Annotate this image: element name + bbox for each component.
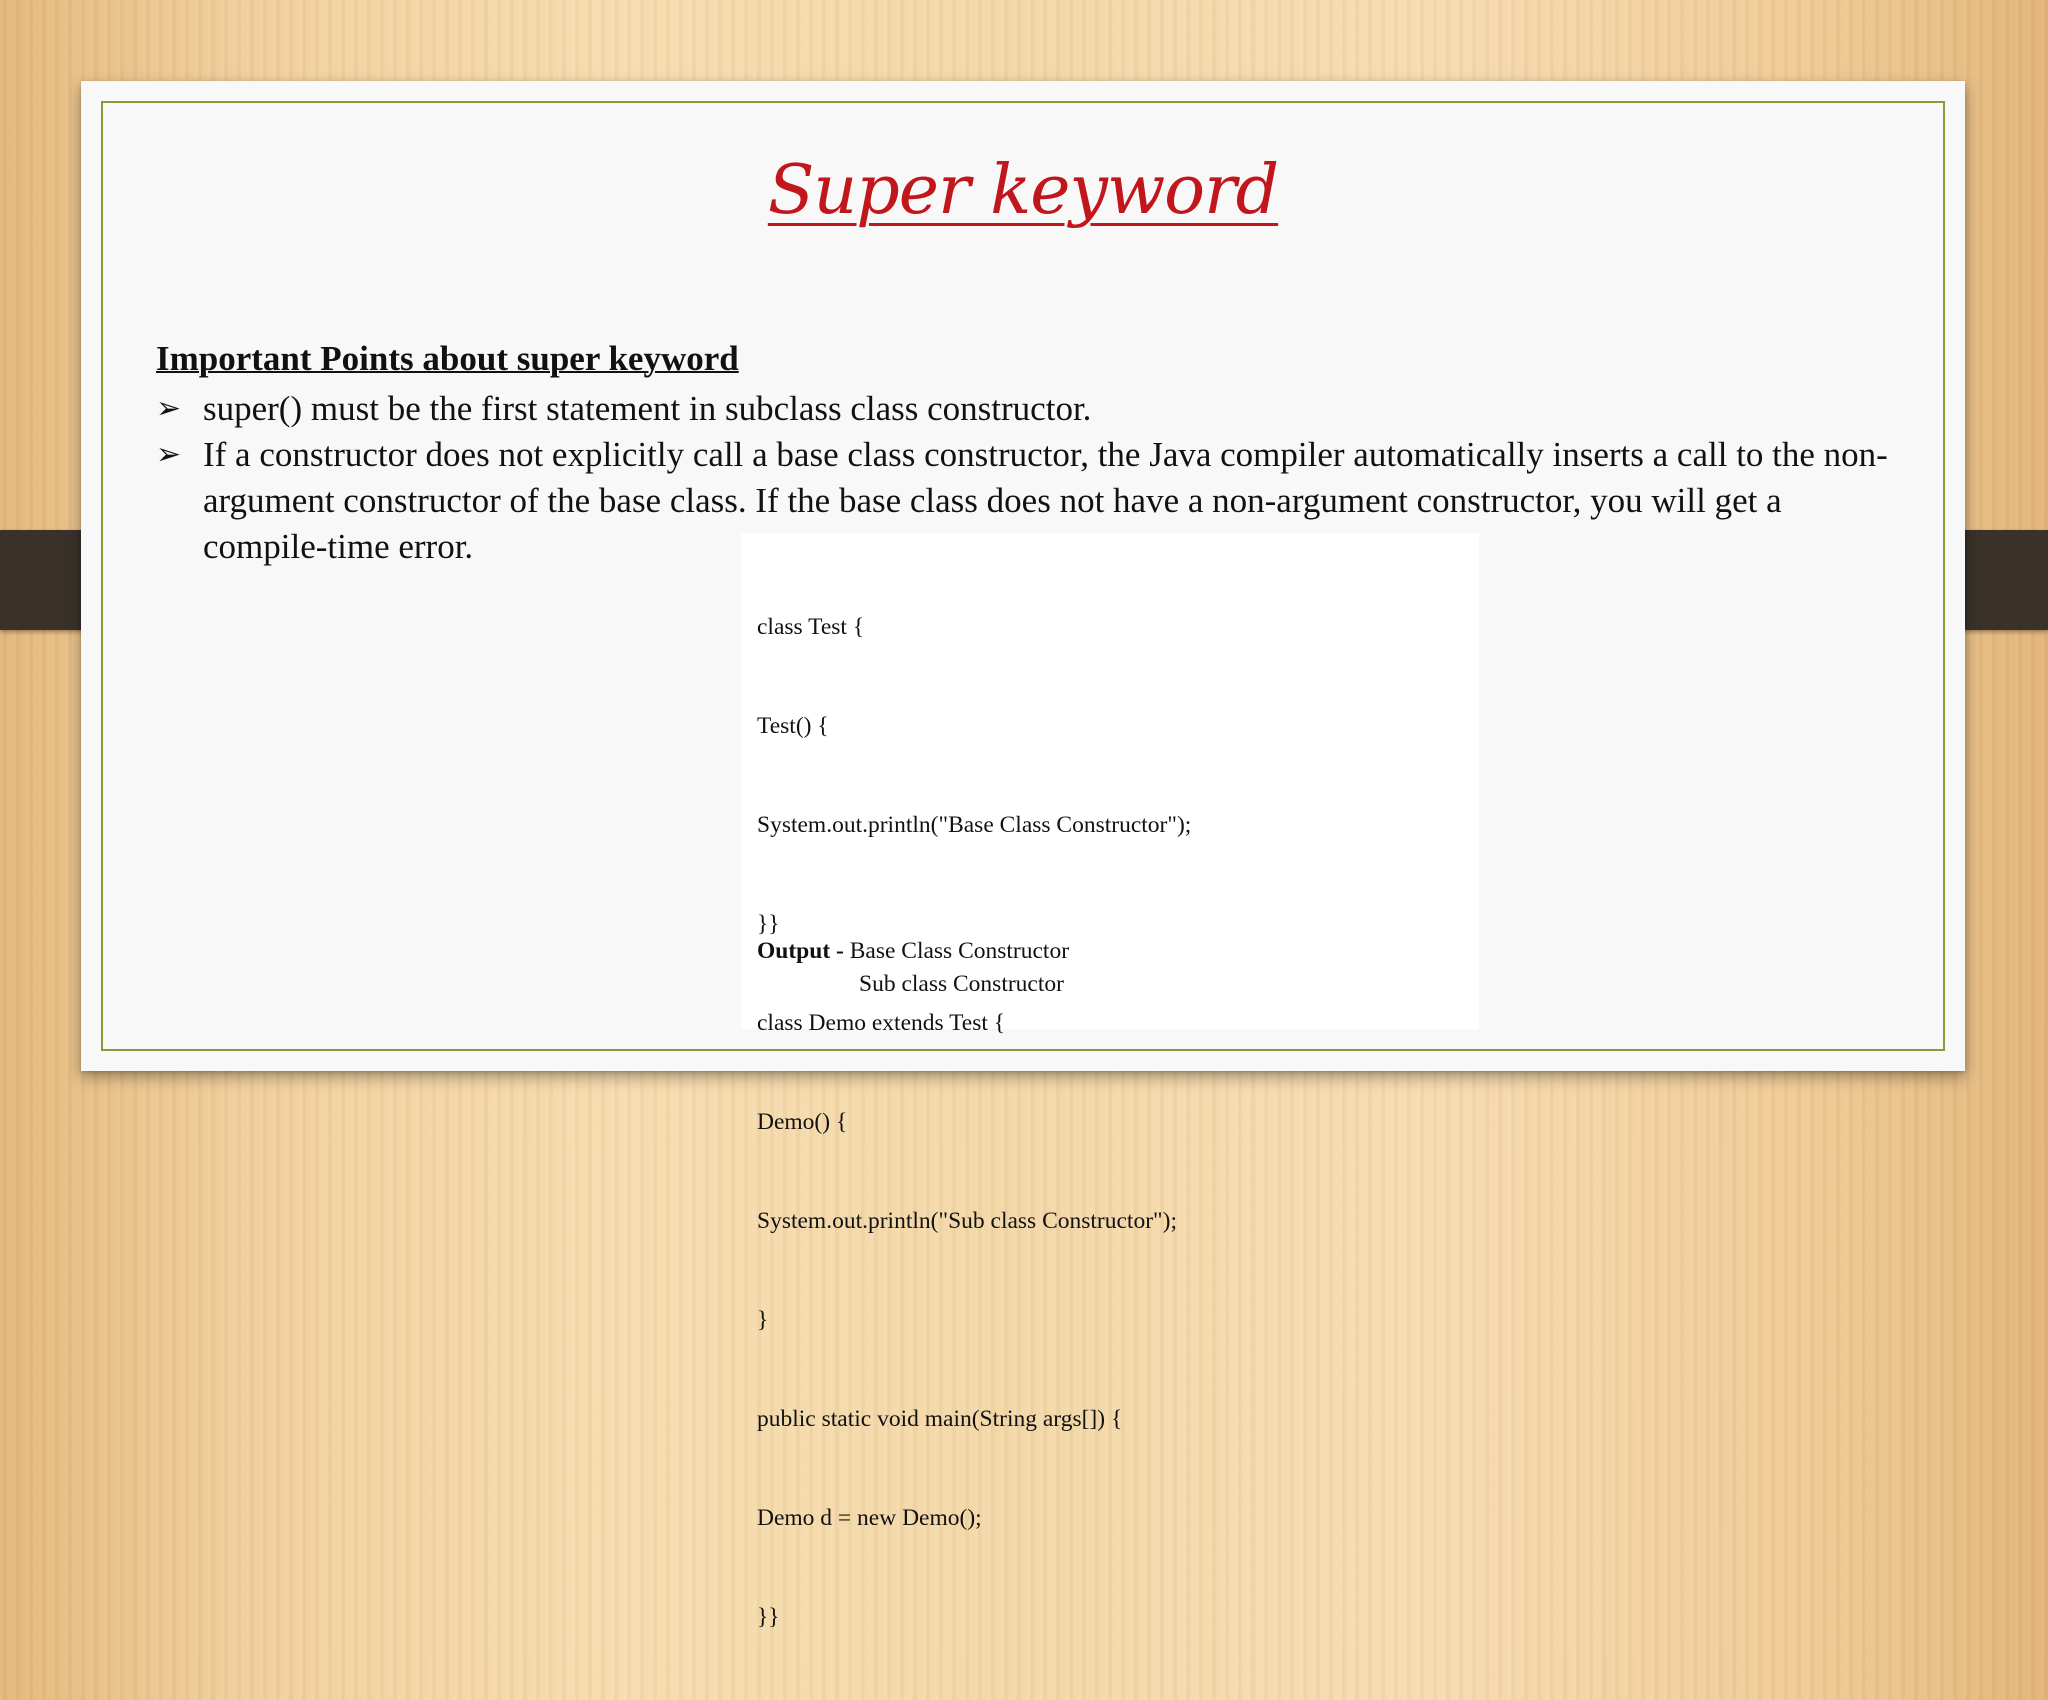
output-value: Base Class Constructor [849,938,1070,964]
code-line: } [757,1307,769,1333]
output-line [757,968,1069,1001]
output-value: Sub class Constructor [859,971,1064,997]
output-block [757,935,1069,1001]
slide-title: Super keyword [767,151,1279,230]
arrow-bullet-icon: ➢ [156,437,182,472]
code-line: System.out.println("Base Class Constructor"); [757,812,1192,838]
code-line: class Test { [757,614,865,640]
code-line: class Demo extends Test { [757,1010,1006,1036]
bullet-text: super() must be the first statement in subclass class constructor. [203,389,1092,428]
code-line: Test() { [757,713,829,739]
code-line: }} [757,1604,780,1630]
output-label: Output - [757,938,844,964]
output-line [757,935,1069,968]
code-line: Demo d = new Demo(); [757,1505,982,1531]
section-heading: Important Points about super keyword [156,339,739,378]
code-line: Demo() { [757,1109,848,1135]
bullet-text: If a constructor does not explicitly call a base class constructor, the Java compiler automatically inserts a call to the non-argument constructor of the base class. If the base class does not have a non-argument constructor, you will get a compile-time error. [203,435,1888,566]
slide [81,81,1965,1630]
code-block [757,545,1191,1700]
code-line: public static void main(String args[]) { [757,1406,1123,1432]
bullet-item [156,386,1896,432]
code-line: System.out.println("Sub class Constructor"); [757,1208,1177,1234]
code-example-box [741,533,1479,1630]
arrow-bullet-icon: ➢ [156,391,182,426]
code-line: }} [757,911,780,937]
